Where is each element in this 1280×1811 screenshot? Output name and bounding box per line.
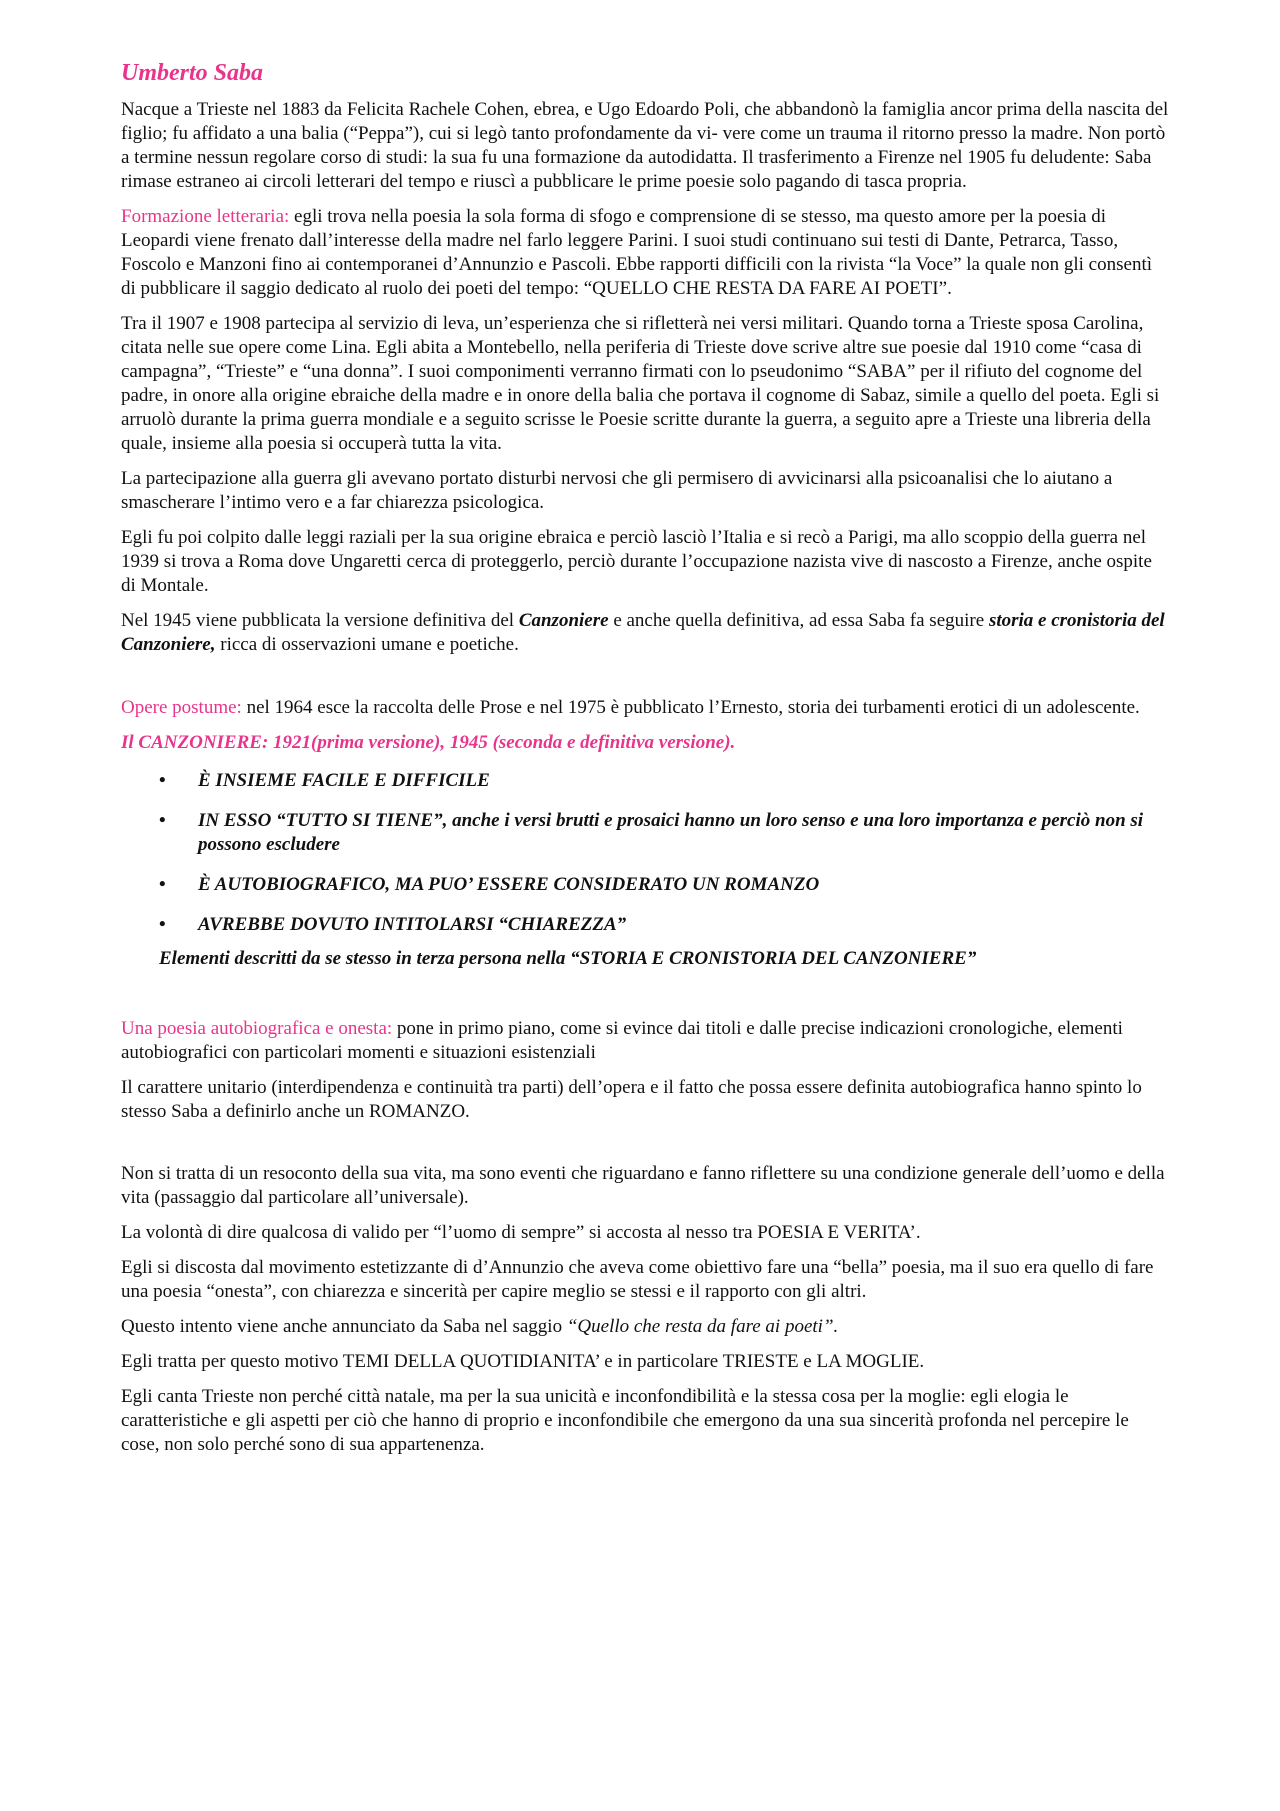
elementi-line: Elementi descritti da se stesso in terza persona nella “STORIA E CRONISTORIA DEL CANZONIERE” — [159, 948, 977, 969]
canzoniere-1945-paragraph — [121, 609, 1171, 657]
list-item — [121, 769, 1171, 793]
bullet-icon: • — [159, 770, 166, 791]
list-item-text: È INSIEME FACILE E DIFFICILE — [198, 770, 490, 791]
volonta-paragraph: La volontà di dire qualcosa di valido per “l’uomo di sempre” si accosta al nesso tra POESIA E VERITA’. — [121, 1222, 921, 1243]
temi-paragraph: Egli tratta per questo motivo TEMI DELLA QUOTIDIANITA’ e in particolare TRIESTE e LA MOGLIE. — [121, 1351, 925, 1372]
text-run: ricca di osservazioni umane e poetiche. — [215, 634, 519, 655]
canzoniere-bullet-list — [121, 769, 1171, 937]
intro-paragraph: Nacque a Trieste nel 1883 da Felicita Rachele Cohen, ebrea, e Ugo Edoardo Poli, che abbandonò la famiglia ancor prima della nascita del figlio; fu affidato a una balia (“Peppa”), cui si legò tanto profondamente da vi- vere come un trauma il ritorno presso la madre. Non portò a termine nessun regolare corso di studi: la sua fu una formazione da autodidatta. Il trasferimento a Firenze nel 1905 fu deludente: Saba rimase estraneo ai circoli letterari del tempo e riuscì a pubblicare le prime poesie solo pagando di tasca propria. — [121, 99, 1169, 192]
resoconto-paragraph: Non si tratta di un resoconto della sua vita, ma sono eventi che riguardano e fanno riflettere su una condizione generale dell’uomo e della vita (passaggio dal particolare all’universale). — [121, 1163, 1165, 1208]
poesia-text: pone in primo piano, come si evince dai titoli e dalle precise indicazioni cronologiche, elementi autobiografici con particolari momenti e situazioni esistenziali — [121, 1018, 1123, 1063]
bullet-icon: • — [159, 914, 166, 935]
opere-text: nel 1964 esce la raccolta delle Prose e nel 1975 è pubblicato l’Ernesto, storia dei turbamenti erotici di un adolescente. — [241, 697, 1140, 718]
storia-cronistoria-bold: storia e cronistoria del Canzoniere, — [121, 610, 1165, 655]
list-item — [121, 809, 1171, 857]
document-title: Umberto Saba — [121, 60, 264, 86]
unitario-paragraph: Il carattere unitario (interdipendenza e continuità tra parti) dell’opera e il fatto che possa essere definita autobiografica hanno spinto lo stesso Saba a definirlo anche un ROMANZO. — [121, 1077, 1142, 1122]
formazione-paragraph — [121, 205, 1171, 301]
list-item-text: AVREBBE DOVUTO INTITOLARSI “CHIAREZZA” — [198, 914, 627, 935]
trieste-paragraph: Egli canta Trieste non perché città natale, ma per la sua unicità e inconfondibilità e la stessa cosa per la moglie: egli elogia le caratteristiche e gli aspetti per ciò che hanno di proprio e inconfondibile che emergono da una sua sincerità profonda nel percepire le cose, non solo perché sono di sua appartenenza. — [121, 1386, 1129, 1455]
opere-label: Opere postume: — [121, 697, 242, 718]
list-item — [121, 873, 1171, 897]
discosta-paragraph: Egli si discosta dal movimento estetizzante di d’Annunzio che aveva come obiettivo fare una “bella” poesia, ma il suo era quello di fare una poesia “onesta”, con chiarezza e sincerità per capire meglio se stessi e il rapporto con gli altri. — [121, 1257, 1154, 1302]
poesia-autobiografica-paragraph — [121, 1017, 1171, 1065]
list-item — [121, 913, 1171, 937]
saggio-title-italic: “Quello che resta da fare ai poeti”. — [566, 1316, 839, 1337]
canzoniere-title-bold: Canzoniere — [518, 610, 609, 631]
document-page — [121, 58, 1171, 1468]
poesia-label: Una poesia autobiografica e onesta: — [121, 1018, 393, 1039]
formazione-text: egli trova nella poesia la sola forma di sfogo e comprensione di se stesso, ma questo amore per la poesia di Leopardi viene frenato dall’interesse della madre nel farlo leggere Parini. I suoi studi continuano sui testi di Dante, Petrarca, Tasso, Foscolo e Manzoni fino ai contemporanei d’Annunzio e Pascoli. Ebbe rapporti difficili con la rivista “la Voce” la quale non gli consentì di pubblicare il saggio dedicato al ruolo dei poeti del tempo: “QUELLO CHE RESTA DA FARE AI POETI”. — [121, 206, 1153, 299]
guerra-paragraph: La partecipazione alla guerra gli avevano portato disturbi nervosi che gli permisero di avvicinarsi alla psicoanalisi che lo aiutano a smascherare l’intimo vero e a far chiarezza psicologica. — [121, 468, 1113, 513]
text-run: Questo intento viene anche annunciato da Saba nel saggio — [121, 1316, 567, 1337]
canzoniere-heading: Il CANZONIERE: 1921(prima versione), 1945 (seconda e definitiva versione). — [121, 732, 736, 753]
intento-paragraph — [121, 1315, 1171, 1339]
bullet-icon: • — [159, 874, 166, 895]
formazione-label: Formazione letteraria: — [121, 206, 290, 227]
bullet-icon: • — [159, 810, 166, 831]
text-run: Nel 1945 viene pubblicata la versione definitiva del — [121, 610, 519, 631]
opere-postume-paragraph — [121, 696, 1171, 720]
leggi-paragraph: Egli fu poi colpito dalle leggi raziali per la sua origine ebraica e perciò lasciò l’Italia e si recò a Parigi, ma allo scoppio della guerra nel 1939 si trova a Roma dove Ungaretti cerca di proteggerlo, perciò durante l’occupazione nazista vive di nascosto a Firenze, anche ospite di Montale. — [121, 527, 1152, 596]
text-run: e anche quella definitiva, ad essa Saba fa seguire — [608, 610, 989, 631]
list-item-text: IN ESSO “TUTTO SI TIENE”, anche i versi brutti e prosaici hanno un loro senso e una loro importanza e perciò non si possono escludere — [198, 810, 1144, 855]
list-item-text: È AUTOBIOGRAFICO, MA PUO’ ESSERE CONSIDERATO UN ROMANZO — [198, 874, 820, 895]
leva-paragraph: Tra il 1907 e 1908 partecipa al servizio di leva, un’esperienza che si rifletterà nei versi militari. Quando torna a Trieste sposa Carolina, citata nelle sue opere come Lina. Egli abita a Montebello, nella periferia di Trieste dove scrive altre sue poesie dal 1910 come “casa di campagna”, “Trieste” e “una donna”. I suoi componimenti verranno firmati con lo pseudonimo “SABA” per il rifiuto del cognome del padre, in onore alla origine ebraiche della madre e in onore della balia che portava il cognome di Sabaz, simile a quello del poeta. Egli si arruolò durante la prima guerra mondiale e a seguito scrisse le Poesie scritte durante la guerra, a seguito apre a Trieste una libreria della quale, insieme alla poesia si occuperà tutta la vita. — [121, 313, 1160, 454]
